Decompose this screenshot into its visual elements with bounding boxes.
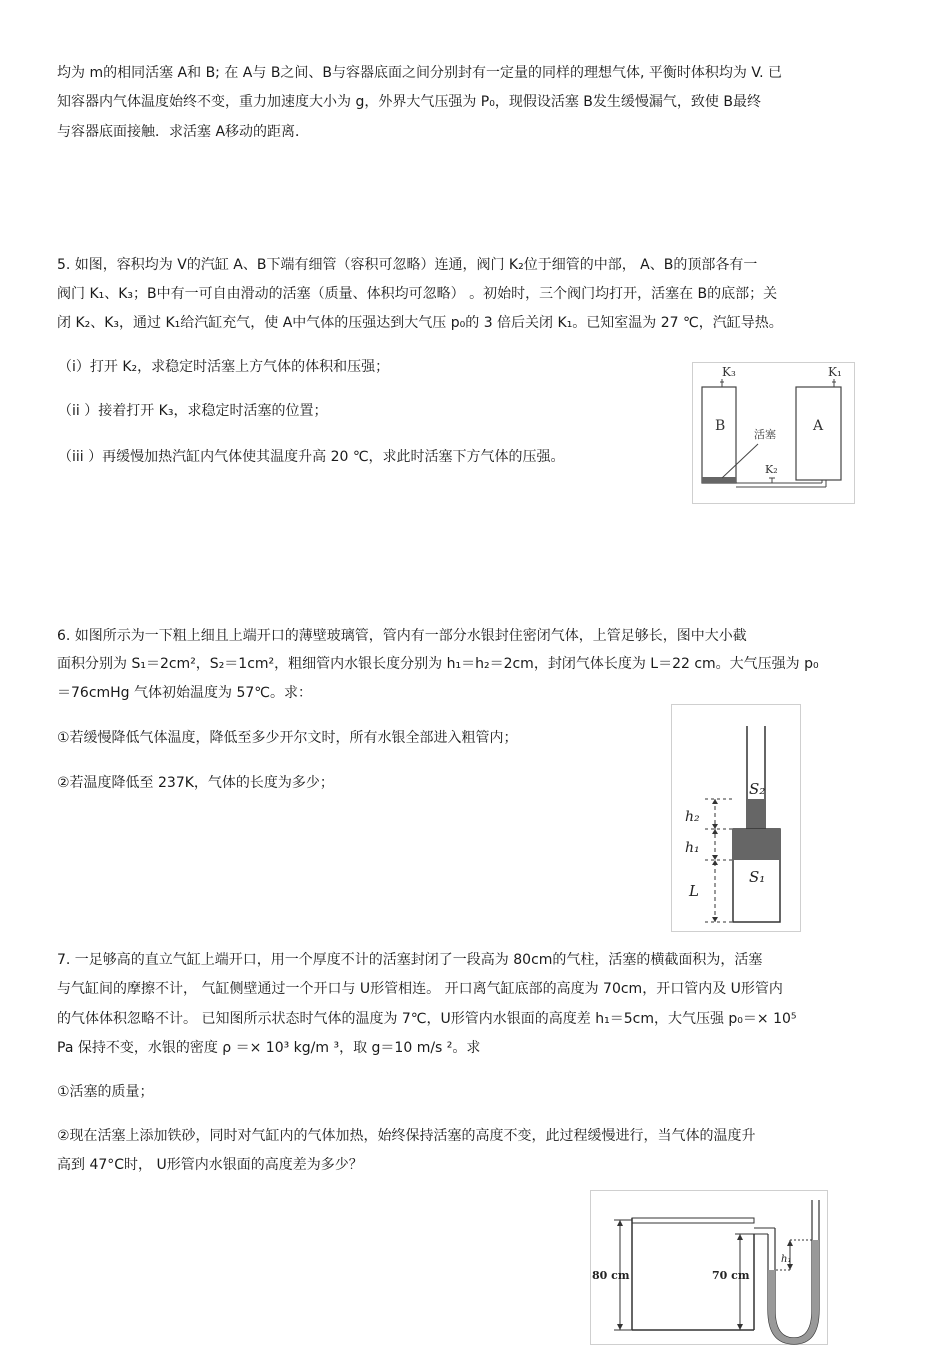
label-h2: h₂: [685, 809, 700, 825]
q5-part-2: （ii ）接着打开 K₃，求稳定时活塞的位置；: [58, 403, 328, 419]
q7-part-2: ②现在活塞上添加铁砂，同时对气缸内的气体加热，始终保持活塞的高度不变，此过程缓慢进行，当气体的温度升: [57, 1128, 756, 1144]
q7-line-3: 的气体体积忽略不计。 已知图所示状态时气体的温度为 7℃，U形管内水银面的高度差 h₁＝5cm，大气压强 p₀＝× 10⁵: [57, 1011, 797, 1027]
label-a: A: [813, 418, 824, 434]
q5-line-2: 阀门 K₁、K₃；B中有一可自由滑动的活塞（质量、体积均可忽略） 。初始时，三个阀门均打开，活塞在 B的底部；关: [57, 286, 778, 302]
q7-part-3: 高到 47°C时， U形管内水银面的高度差为多少？: [57, 1157, 363, 1173]
q7-line-1: 7. 一足够高的直立气缸上端开口，用一个厚度不计的活塞封闭了一段高为 80cm的气柱，活塞的横截面积为，活塞: [57, 952, 763, 968]
q6-part-1: ①若缓慢降低气体温度，降低至多少开尔文时，所有水银全部进入粗管内；: [57, 730, 518, 746]
q7-line-4: Pa 保持不变，水银的密度 ρ ＝× 10³ kg/m ³，取 g＝10 m/s ²。求: [57, 1040, 481, 1056]
label-s2: S₂: [749, 780, 766, 798]
q5-part-3: （iii ）再缓慢加热汽缸内气体使其温度升高 20 ℃，求此时活塞下方气体的压强。: [58, 449, 565, 465]
q6-line-2: 面积分别为 S₁＝2cm²，S₂＝1cm²，粗细管内水银长度分别为 h₁＝h₂＝2cm，封闭气体长度为 L＝22 cm。大气压强为 p₀: [57, 656, 819, 672]
q6-line-3: ＝76cmHg 气体初始温度为 57℃。求：: [57, 685, 313, 701]
q6-part-2: ②若温度降低至 237K，气体的长度为多少；: [57, 775, 334, 791]
q5-line-3: 闭 K₂、K₃，通过 K₁给汽缸充气，使 A中气体的压强达到大气压 p₀的 3 倍后关闭 K₁。已知室温为 27 ℃，汽缸导热。: [57, 315, 783, 331]
label-h1: h₁: [781, 1254, 792, 1265]
q5-line-1: 5. 如图，容积均为 V的汽缸 A、B下端有细管（容积可忽略）连通，阀门 K₂位于细管的中部， A、B的顶部各有一: [57, 257, 758, 273]
label-l: L: [689, 882, 699, 900]
q7-part-1: ①活塞的质量；: [57, 1084, 154, 1100]
q7-figure: [590, 1190, 828, 1345]
q5-figure: [692, 362, 855, 504]
label-70cm: 70 cm: [712, 1269, 750, 1282]
intro-line-2: 知容器内气体温度始终不变，重力加速度大小为 g，外界大气压强为 P₀，现假设活塞 B发生缓慢漏气，致使 B最终: [57, 94, 761, 110]
q7-line-2: 与气缸间的摩擦不计， 气缸侧壁通过一个开口与 U形管相连。 开口离气缸底部的高度为 70cm，开口管内及 U形管内: [57, 981, 783, 997]
label-piston: 活塞: [754, 428, 776, 441]
label-k2: K₂: [765, 463, 778, 476]
label-h1: h₁: [685, 840, 700, 856]
q6-line-1: 6. 如图所示为一下粗上细且上端开口的薄壁玻璃管，管内有一部分水银封住密闭气体，上管足够长，图中大小截: [57, 628, 747, 644]
label-k1: K₁: [828, 365, 842, 379]
q6-figure: [671, 704, 801, 932]
intro-line-1: 均为 m的相同活塞 A和 B; 在 A与 B之间、B与容器底面之间分别封有一定量的同样的理想气体, 平衡时体积均为 V. 已: [57, 65, 783, 81]
q5-part-1: （i）打开 K₂，求稳定时活塞上方气体的体积和压强；: [58, 359, 390, 375]
label-b: B: [715, 418, 726, 434]
label-k3: K₃: [722, 365, 736, 379]
label-s1: S₁: [749, 868, 766, 886]
label-80cm: 80 cm: [592, 1269, 630, 1282]
intro-line-3: 与容器底面接触．求活塞 A移动的距离．: [57, 124, 310, 140]
